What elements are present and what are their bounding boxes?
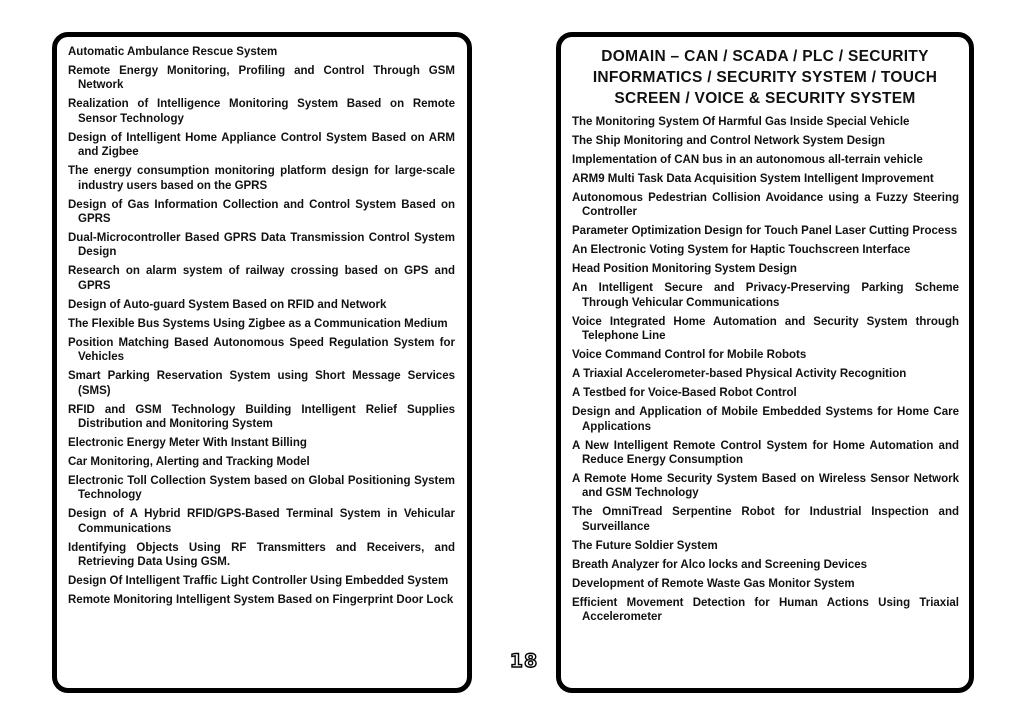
list-item: Efficient Movement Detection for Human Actions Using Triaxial Accelerometer: [572, 596, 959, 624]
list-item: A New Intelligent Remote Control System for Home Automation and Reduce Energy Consumption: [572, 439, 959, 467]
list-item: The Monitoring System Of Harmful Gas Inside Special Vehicle: [572, 116, 910, 128]
left-project-panel: [52, 32, 472, 693]
list-item: Dual-Microcontroller Based GPRS Data Transmission Control System Design: [68, 232, 455, 259]
list-item: Smart Parking Reservation System using Short Message Services (SMS): [68, 370, 455, 397]
list-item: Electronic Energy Meter With Instant Billing: [68, 437, 307, 450]
list-item: Autonomous Pedestrian Collision Avoidance using a Fuzzy Steering Controller: [572, 192, 959, 219]
list-item: Electronic Toll Collection System based on Global Positioning System Technology: [68, 475, 455, 502]
list-item: Design of A Hybrid RFID/GPS-Based Terminal System in Vehicular Communications: [68, 508, 455, 535]
left-project-list: [68, 45, 455, 612]
list-item: Realization of Intelligence Monitoring System Based on Remote Sensor Technology: [68, 98, 455, 125]
list-item: Identifying Objects Using RF Transmitters and Receivers, and Retrieving Data Using GSM.: [68, 541, 455, 569]
list-item: Design and Application of Mobile Embedded Systems for Home Care Applications: [572, 406, 959, 433]
list-item: A Triaxial Accelerometer-based Physical Activity Recognition: [572, 368, 907, 381]
list-item: Voice Integrated Home Automation and Security System through Telephone Line: [572, 315, 959, 343]
list-item: Head Position Monitoring System Design: [572, 263, 797, 276]
list-item: Position Matching Based Autonomous Speed Regulation System for Vehicles: [68, 336, 455, 364]
list-item: Development of Remote Waste Gas Monitor System: [572, 577, 855, 590]
list-item: Design of Auto-guard System Based on RFID and Network: [68, 298, 387, 311]
list-item: Research on alarm system of railway crossing based on GPS and GPRS: [68, 265, 455, 292]
list-item: Implementation of CAN bus in an autonomous all-terrain vehicle: [572, 154, 923, 166]
list-item: Automatic Ambulance Rescue System: [68, 46, 278, 58]
right-project-panel: [556, 32, 974, 693]
list-item: An Intelligent Secure and Privacy-Preserving Parking Scheme Through Vehicular Communications: [572, 282, 959, 309]
list-item: Design of Intelligent Home Appliance Control System Based on ARM and Zigbee: [68, 131, 455, 159]
list-item: Design of Gas Information Collection and Control System Based on GPRS: [68, 198, 455, 226]
list-item: The Ship Monitoring and Control Network System Design: [572, 135, 886, 147]
domain-heading: DOMAIN – CAN / SCADA / PLC / SECURITY INFORMATICS / SECURITY SYSTEM / TOUCH SCREEN / VOICE & SECURITY SYSTEM: [592, 48, 938, 107]
list-item: A Testbed for Voice-Based Robot Control: [572, 387, 797, 400]
right-project-list: [572, 115, 959, 629]
list-item: The energy consumption monitoring platform design for large-scale industry users based on the GPRS: [68, 165, 455, 192]
list-item: Remote Energy Monitoring, Profiling and Control Through GSM Network: [68, 65, 455, 92]
list-item: The OmniTread Serpentine Robot for Industrial Inspection and Surveillance: [572, 506, 959, 533]
list-item: Car Monitoring, Alerting and Tracking Model: [68, 456, 310, 469]
list-item: RFID and GSM Technology Building Intelligent Relief Supplies Distribution and Monitoring System: [68, 403, 455, 431]
list-item: An Electronic Voting System for Haptic Touchscreen Interface: [572, 244, 911, 257]
list-item: Remote Monitoring Intelligent System Based on Fingerprint Door Lock: [68, 594, 454, 607]
list-item: Breath Analyzer for Alco locks and Screening Devices: [572, 558, 868, 571]
list-item: Design Of Intelligent Traffic Light Controller Using Embedded System: [68, 575, 449, 588]
list-item: The Flexible Bus Systems Using Zigbee as a Communication Medium: [68, 317, 448, 330]
list-item: Voice Command Control for Mobile Robots: [572, 349, 807, 362]
page-number: 18: [509, 650, 539, 672]
list-item: The Future Soldier System: [572, 539, 718, 552]
list-item: A Remote Home Security System Based on Wireless Sensor Network and GSM Technology: [572, 473, 959, 500]
list-item: Parameter Optimization Design for Touch Panel Laser Cutting Process: [572, 225, 958, 238]
list-item: ARM9 Multi Task Data Acquisition System Intelligent Improvement: [572, 173, 934, 185]
